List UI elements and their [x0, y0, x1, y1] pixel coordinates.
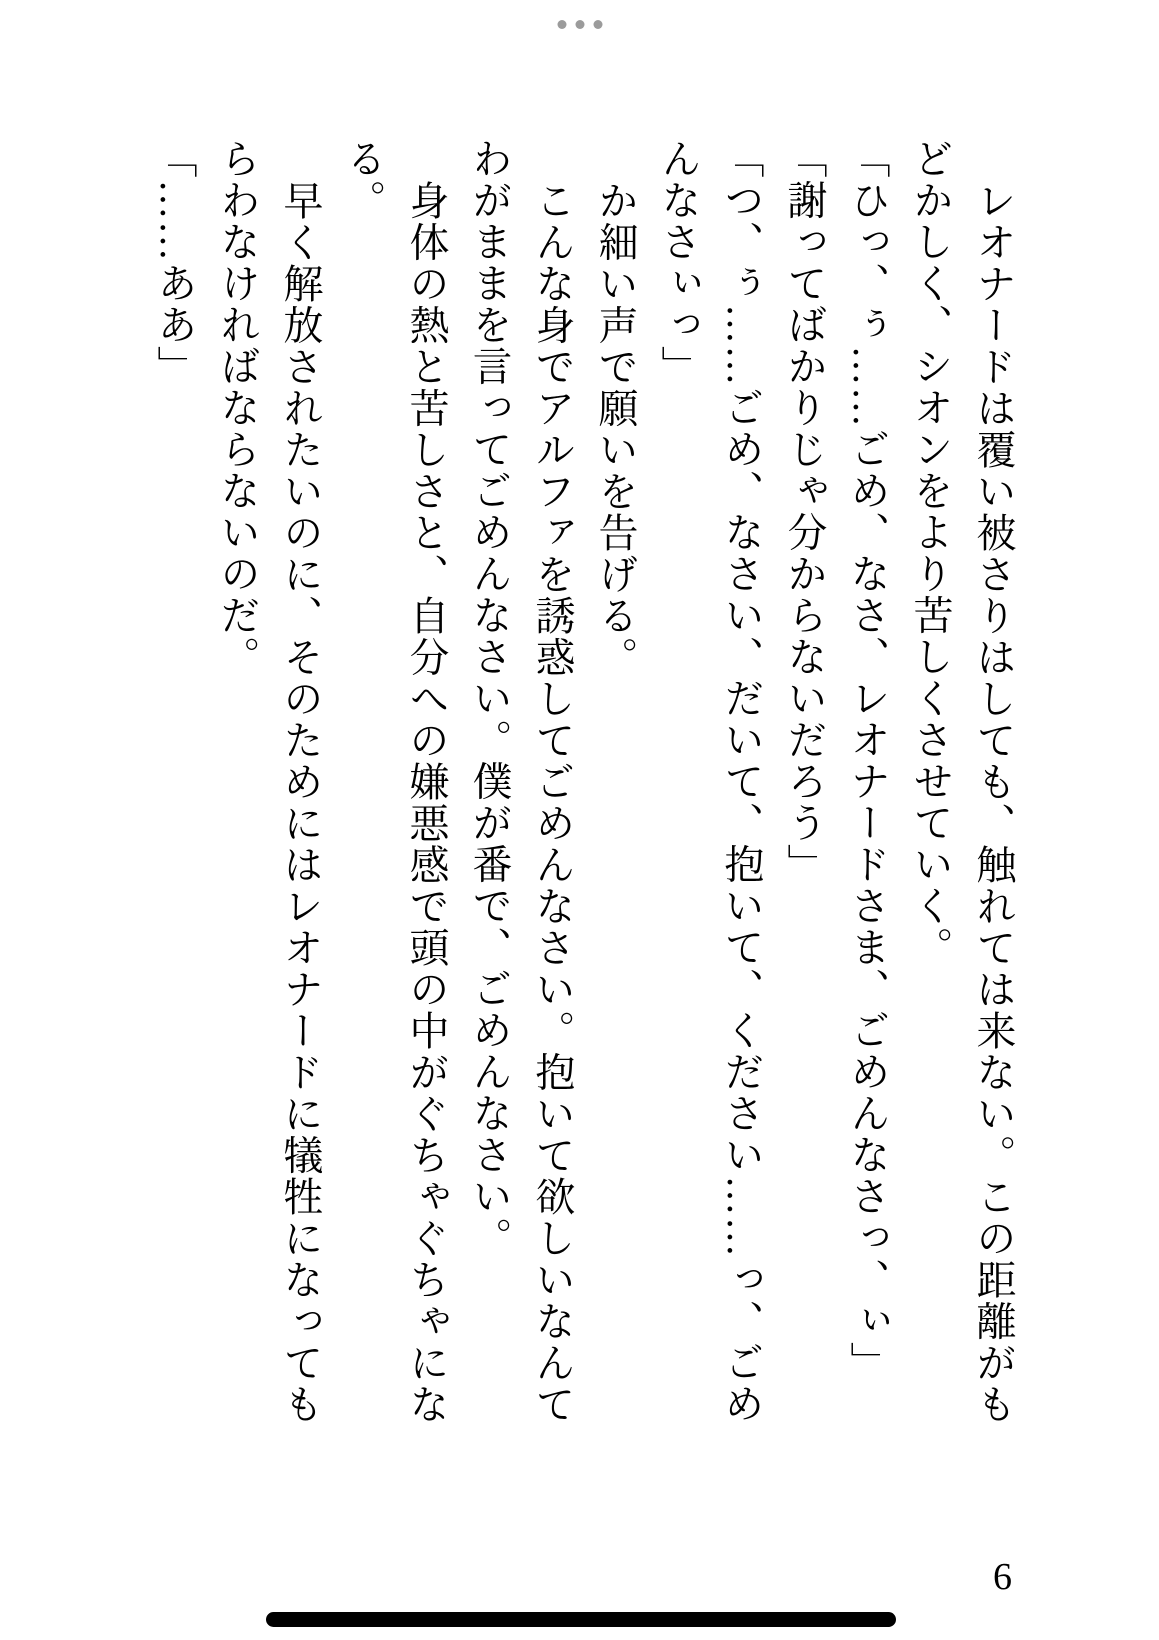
- text-line: んなさぃっ」: [656, 138, 701, 387]
- page-number: 6: [993, 1556, 1012, 1598]
- text-line: 「……ああ」: [152, 138, 197, 387]
- ellipsis-menu-icon: [557, 20, 566, 29]
- text-line: こんな身でアルファを誘惑してごめんなさい。抱いて欲しいなんて: [530, 180, 575, 1425]
- text-line: か細い声で願いを告げる。: [593, 180, 638, 678]
- text-line: 早く解放されたいのに、そのためにはレオナードに犠牲になっても: [278, 180, 323, 1425]
- ellipsis-menu-icon: [575, 20, 584, 29]
- text-line: 「つ、ぅ……ごめ、なさい、だいて、抱いて、ください……っ、ごめ: [719, 138, 764, 1425]
- text-line: 身体の熱と苦しさと、自分への嫌悪感で頭の中がぐちゃぐちゃにな: [404, 180, 449, 1425]
- text-line: レオナードは覆い被さりはしても、触れては来ない。この距離がも: [971, 180, 1016, 1425]
- text-line: らわなければならないのだ。: [215, 138, 260, 678]
- text-line: 「謝ってばかりじゃ分からないだろう」: [782, 138, 827, 885]
- more-menu-button[interactable]: [555, 18, 604, 31]
- text-line: わがままを言ってごめんなさい。僕が番で、ごめんなさい。: [467, 138, 512, 1259]
- text-line: 「ひっ、ぅ……ごめ、なさ、レオナードさま、ごめんなさっ、ぃ」: [845, 138, 890, 1383]
- text-line: る。: [341, 138, 386, 221]
- ellipsis-menu-icon: [593, 20, 602, 29]
- home-indicator-bar[interactable]: [266, 1612, 896, 1627]
- page-text: [143, 138, 1025, 1478]
- text-line: どかしく、シオンをより苦しくさせていく。: [908, 138, 953, 968]
